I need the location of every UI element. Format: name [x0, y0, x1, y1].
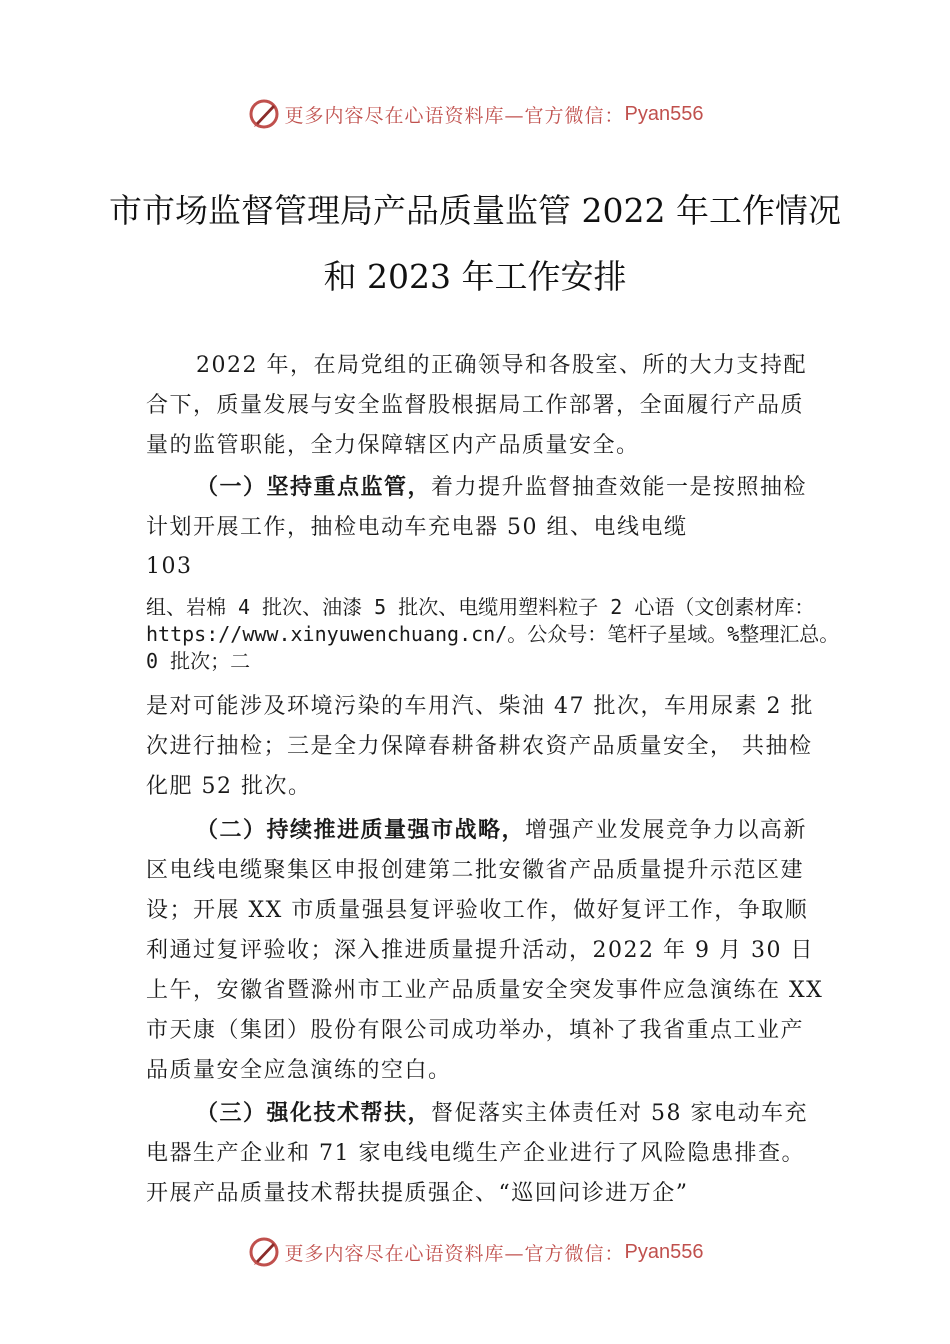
pen-logo-icon: [247, 1235, 281, 1269]
section-3-text: 督促落实主体责任对 58 家电动车充电器生产企业和 71 家电线电缆生产企业进行了风险隐患排查。开展产品质量技术帮扶提质强企、“巡回问诊进万企”: [146, 1101, 808, 1206]
section-1-paragraph: [146, 467, 826, 548]
section-2-text: 增强产业发展竞争力以高新区电线电缆聚集区申报创建第二批安徽省产品质量提升示范区建设；开展 XX 市质量强县复评验收工作，做好复评工作，争取顺利通过复评验收；深入推进质量提升活动，2022 年 9 月 30 日上午，安徽省暨滁州市工业产品质量安全突发事件应急演练在 XX 市天康（集团）股份有限公司成功举办，填补了我省重点工业产品质量安全应急演练的空白。: [146, 818, 824, 1083]
section-1-continued: 是对可能涉及环境污染的车用汽、柴油 47 批次，车用尿素 2 批次进行抽检；三是全力保障春耕备耕农资产品质量安全， 共抽检化肥 52 批次。: [146, 694, 814, 799]
watermark-banner-top: [0, 94, 950, 134]
inserted-watermark-text: 组、岩棉 4 批次、油漆 5 批次、电缆用塑料粒子 2 心语（文创素材库：https://www.xinyuwenchuang.cn/。公众号：笔杆子星域。%整理汇总。0 批次；二: [146, 595, 840, 673]
section-1-text: 着力提升监督抽查效能一是按照抽检计划开展工作，抽检电动车充电器 50 组、电线电缆: [146, 475, 808, 540]
watermark-text: 更多内容尽在心语资料库—官方微信：: [284, 1242, 625, 1265]
section-3-heading: （三）强化技术帮扶，: [196, 1100, 432, 1126]
watermark-contact: Pyan556: [624, 102, 704, 125]
section-2-heading: （二）持续推进质量强市战略，: [196, 817, 526, 843]
section-1-heading: （一）坚持重点监管，: [196, 474, 432, 500]
section-2-paragraph: [146, 810, 826, 1091]
document-title: 市市场监督管理局产品质量监管 2022 年工作情况和 2023 年工作安排: [109, 191, 841, 296]
pen-logo-icon: [247, 97, 281, 131]
watermark-contact: Pyan556: [624, 1240, 704, 1263]
section-1-number: 103: [146, 554, 193, 579]
section-3-paragraph: [146, 1093, 826, 1214]
intro-paragraph: 2022 年，在局党组的正确领导和各股室、所的大力支持配合下，质量发展与安全监督股根据局工作部署，全面履行产品质量的监管职能，全力保障辖区内产品质量安全。: [146, 353, 807, 458]
watermark-text: 更多内容尽在心语资料库—官方微信：: [284, 104, 625, 127]
watermark-banner-bottom: [0, 1232, 950, 1272]
